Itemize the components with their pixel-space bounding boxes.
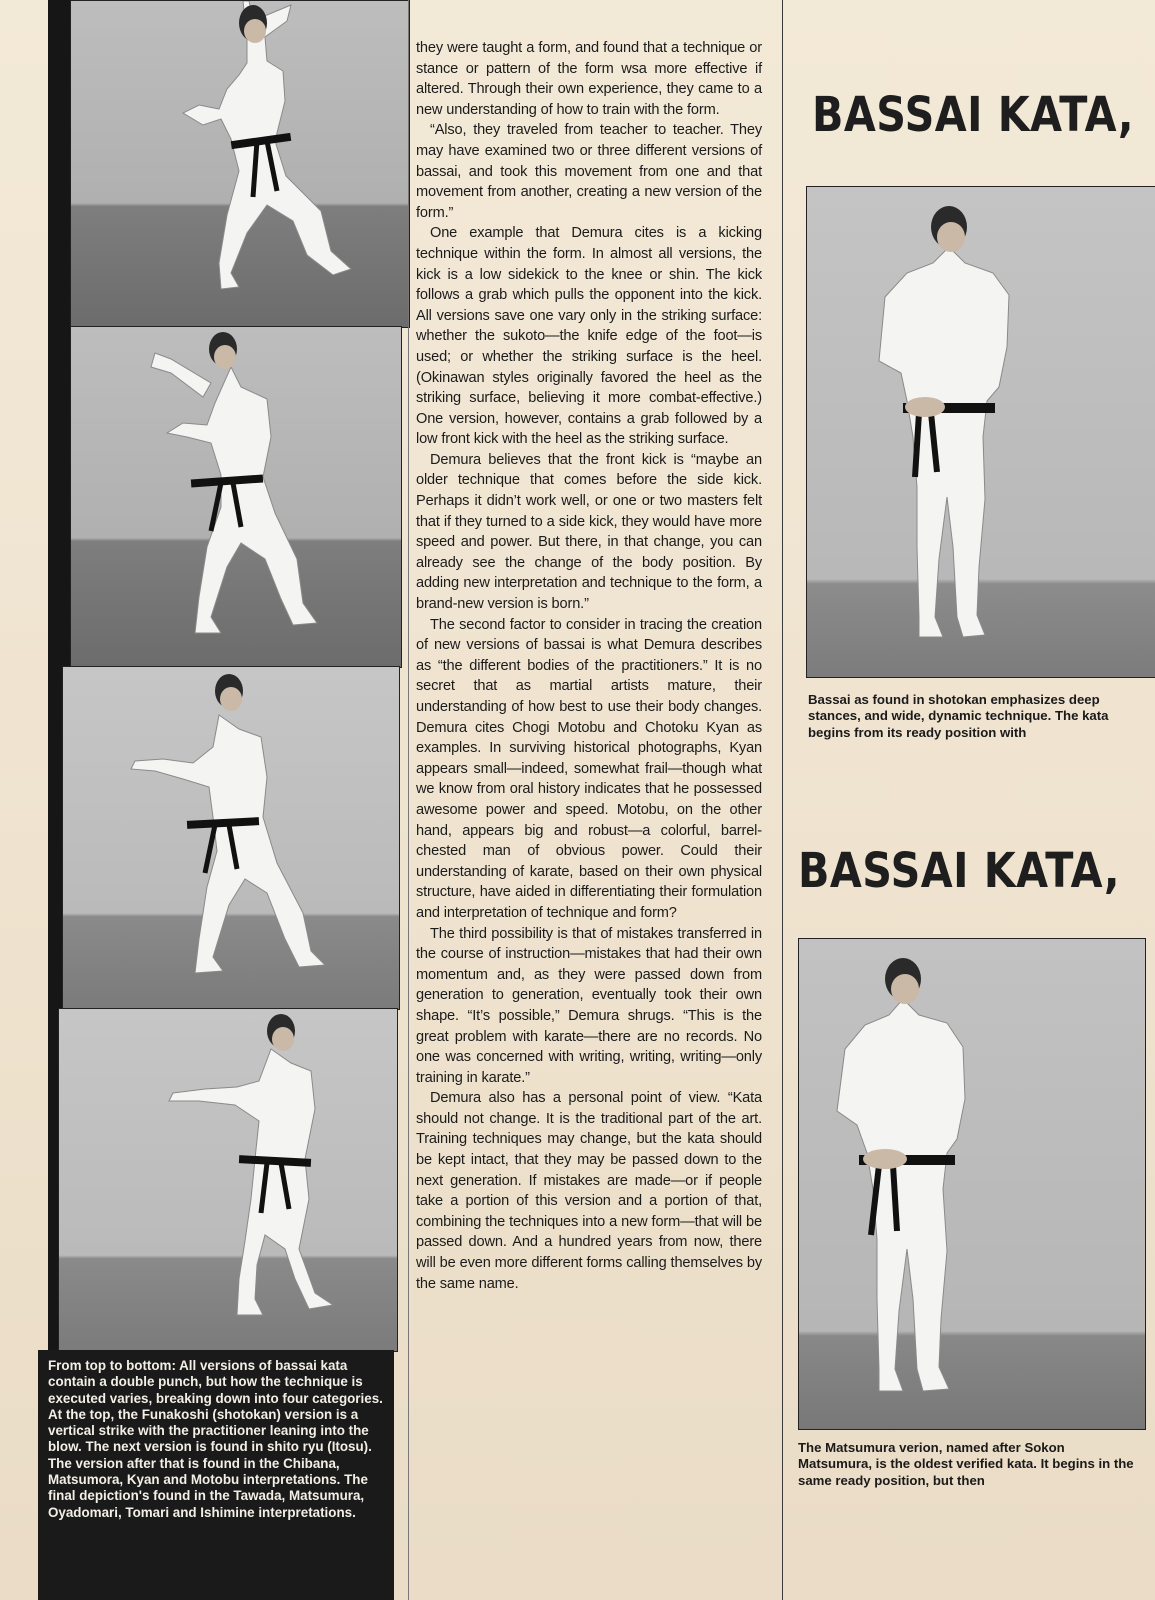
- karateka-figure-2: [71, 327, 401, 667]
- karateka-figure-4: [59, 1009, 397, 1351]
- photo-matsumura-ready-position: [798, 938, 1146, 1430]
- karateka-figure-3: [63, 667, 399, 1009]
- photo-caption-matsumura: The Matsumura verion, named after Sokon Matsumura, is the oldest verified kata. It begins in the same ready position, but then: [798, 1440, 1134, 1488]
- photo-shito-ryu-double-punch: [70, 326, 402, 668]
- article-paragraph: Demura believes that the front kick is “maybe an older technique that comes before the side kick. Perhaps it didn’t work well, or one or two masters felt that if they turned to a side kick, they would have more speed and power. But there, in that change, you can already see the change of the body position. By adding new interpretation and technique to the form, a brand-new version is born.”: [416, 451, 762, 613]
- column-divider-right: [782, 0, 783, 1600]
- article-body: [416, 38, 762, 1294]
- karateka-figure-1: [71, 1, 409, 327]
- headline-bottom: BASSAI KATA,: [798, 843, 1120, 899]
- article-paragraph: Demura also has a personal point of view. “Kata should not change. It is the traditional part of the art. Training techniques may change, but the kata should be kept intact, that they may be passed down to the next generation. If mistakes are made—or if people take a portion of this version and a portion of that, combining the techniques into a new form—that will be passed down. And a hundred years from now, there will be even more different forms calling themselves by the same name.: [416, 1090, 762, 1292]
- article-paragraph: The second factor to consider in tracing the creation of new versions of bassai is what Demura describes as “the different bodies of the practitioners.” It is no secret that as martial artists mature, their understanding of how best to use their body changes. Demura cites Chogi Motobu and Chotoku Kyan as examples. In surviving historical photographs, Kyan appears small—indeed, somewhat frail—though what we know from oral history indicates that he possessed awesome power and speed. Motobu, on the other hand, appears big and robust—a colorful, barrel-chested man of obvious power. Could their understanding of karate, based on their own physical structure, have aided in differentiating their formulation and interpretation of technique and form?: [416, 616, 762, 921]
- karateka-ready-figure-top: [807, 187, 1155, 677]
- karateka-ready-figure-bottom: [799, 939, 1145, 1429]
- photo-chibana-double-punch: [62, 666, 400, 1010]
- photo-shotokan-double-punch: [70, 0, 410, 328]
- photo-caption-shotokan: Bassai as found in shotokan emphasizes deep stances, and wide, dynamic technique. The kata begins from its ready position with: [808, 692, 1109, 740]
- article-paragraph: they were taught a form, and found that a technique or stance or pattern of the form wsa more effective if altered. Through their own experience, they came to a new understanding of how to train with the form.: [416, 40, 762, 118]
- article-paragraph: The third possibility is that of mistakes transferred in the course of instruction—mistakes that had their own momentum and, as they were passed down from generation to generation, eventually took their own shape. “It’s possible,” Demura shrugs. “This is the great problem with karate—there are no records. No one was concerned with writing, writing, writing—only training in karate.”: [416, 925, 762, 1086]
- article-paragraph: One example that Demura cites is a kicking technique within the form. In almost all versions, the kick is a low sidekick to the knee or shin. The kick follows a grab which pulls the opponent into the kick. All versions save one vary only in the striking surface: whether the sukoto—the knife edge of the foot—is used; or whether the striking surface is the heel. (Okinawan styles originally favored the heel as the striking surface, believing it more combat-effective.) One version, however, contains a grab followed by a low front kick with the heel as the striking surface.: [416, 225, 762, 448]
- photo-shotokan-ready-position: [806, 186, 1155, 678]
- photo-tawada-double-punch: [58, 1008, 398, 1352]
- headline-top: BASSAI KATA,: [812, 87, 1134, 143]
- article-paragraph: “Also, they traveled from teacher to teacher. They may have examined two or three different versions of bassai, and took this movement from one and that movement from another, creating a new version of the form.”: [416, 122, 762, 221]
- photo-caption-double-punch: From top to bottom: All versions of bassai kata contain a double punch, but how the technique is executed varies, breaking down into four categories. At the top, the Funakoshi (shotokan) version is a vertical strike with the practitioner leaning into the blow. The next version is found in shito ryu (Itosu). The version after that is found in the Chibana, Matsumora, Kyan and Motobu interpretations. The final depiction's found in the Tawada, Matsumura, Oyadomari, Tomari and Ishimine interpretations.: [38, 1350, 394, 1600]
- column-divider-left: [408, 0, 409, 1600]
